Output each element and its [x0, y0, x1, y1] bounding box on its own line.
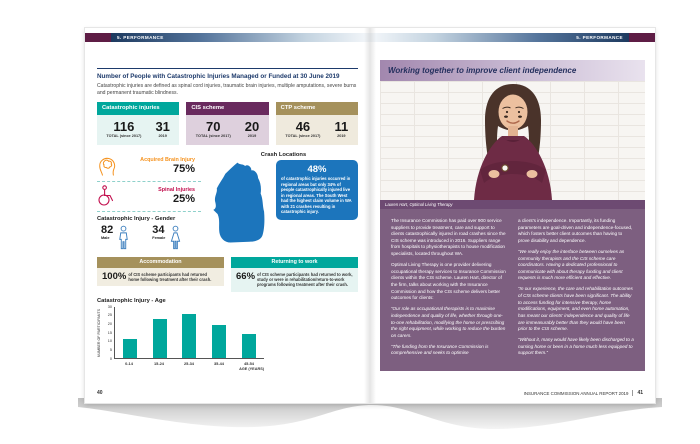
injury-stats-section	[97, 152, 358, 251]
scheme-cards	[97, 102, 358, 145]
accommodation-box	[97, 257, 224, 292]
bar-age-25-34	[182, 314, 196, 358]
age-chart-plot	[114, 307, 264, 359]
regional-callout	[276, 160, 358, 220]
person-illustration	[438, 82, 588, 200]
article-paragraph: “We really enjoy the interface between ourselves as community therapists and the CIS scheme care coordinators. Having a dedicated professional to communicate with about therapy funding and client requests is much more efficient and effective.	[518, 248, 625, 281]
y-tick-label: 0	[109, 356, 112, 361]
brain-injury-row	[97, 152, 201, 182]
right-page-number: 41	[632, 390, 643, 396]
section-label: 5. PERFORMANCE	[117, 35, 164, 40]
article-paragraph: “The funding from the Insurance Commission is comprehensive and seeks to optimise	[391, 343, 489, 356]
card-heading: CIS scheme	[186, 102, 268, 115]
x-tick-label: 25-34	[184, 360, 194, 366]
y-tick-label: 20	[107, 322, 112, 327]
x-tick-label: 15-24	[154, 360, 164, 366]
box-value: 66%	[236, 270, 256, 282]
left-page-content	[97, 68, 358, 371]
y-tick-label: 15	[107, 330, 112, 335]
x-tick-label: 45-54	[244, 360, 254, 366]
infographic-description: Catastrophic injuries are defined as spinal cord injuries, traumatic brain injuries, multiple amputations, severe burns and permanent traumatic blindness.	[97, 83, 357, 96]
card-cis-scheme	[186, 102, 268, 145]
box-heading: Returning to work	[231, 257, 358, 268]
year-stat: 11 2019	[334, 118, 349, 139]
article-column-right	[518, 218, 634, 362]
age-chart-xlabel: AGE (YEARS)	[239, 366, 264, 371]
year-stat: 31 2019	[155, 118, 170, 139]
box-text: of CIS scheme participants had returned to work, study or were in rehabilitation/return-to-work programs following treatment after their crash.	[257, 271, 353, 288]
article-paragraph: “Without it, many would have likely been discharged to a nursing home or been in a home much less equipped to support them.”	[518, 337, 634, 356]
female-icon	[169, 225, 182, 251]
left-page	[85, 28, 370, 403]
outcome-boxes	[97, 257, 358, 292]
section-bar	[111, 33, 370, 42]
box-text: of CIS scheme participants had returned home following treatment after their crash.	[128, 271, 212, 283]
article-paragraph: Optimal Living Therapy is one provider delivering occupational therapy services to Insurance Commission clients within the CIS scheme. Lauren Hart, director of the firm, talks about working with the Insurance Commission and how the CIS scheme delivers better outcomes for clients:	[391, 262, 506, 301]
article-paragraph: a client's independence. Importantly, its funding parameters are goal-driven and independence-focused, which fosters better client outcomes than having to prove disability and dependence.	[518, 218, 633, 243]
brain-icon	[97, 155, 117, 177]
injury-type-label: Spinal Injuries	[158, 186, 195, 193]
year-stat: 20 2019	[244, 118, 260, 139]
card-heading: Catastrophic injuries	[97, 102, 179, 115]
spinal-injury-row	[97, 182, 201, 212]
age-chart-xlabels	[114, 361, 264, 366]
female-stat: 34 Female	[152, 225, 182, 251]
box-value: 100%	[102, 270, 127, 282]
article	[380, 60, 645, 371]
left-page-header	[85, 33, 370, 42]
right-page-footer	[524, 390, 643, 396]
report-spread	[85, 28, 655, 403]
crash-locations-section	[209, 152, 358, 251]
article-column-left	[391, 218, 507, 362]
box-heading: Accommodation	[97, 257, 224, 268]
injury-type-value: 25%	[172, 192, 195, 205]
y-tick-label: 5	[109, 348, 112, 353]
callout-text: of catastrophic injuries occurred in regional areas but only 34% of people catastrophically injured live in regional areas. The South West had the highest claim volume in WA with 21 crashes resulting in catastrophic injury.	[281, 176, 352, 215]
injury-type-value: 75%	[172, 162, 195, 175]
male-stat: 82 Male	[101, 225, 130, 251]
injury-type-label: Acquired Brain Injury	[140, 156, 195, 163]
western-australia-map	[209, 160, 271, 246]
gender-stats	[97, 225, 201, 251]
infographic-title: Number of People with Catastrophic Injuries Managed or Funded at 30 June 2019	[97, 68, 358, 80]
returning-to-work-box	[231, 257, 358, 292]
article-paragraph: The Insurance Commission has paid over 900 service suppliers to provide treatment, care and support to clients catastrophically injured in road crashes since the CIS scheme was introduced in 2016. Suppliers range from hospitals to physiotherapists to house modification specialists, located throughout WA.	[391, 218, 506, 257]
y-tick-label: 25	[107, 313, 112, 318]
bar-age-45-54	[242, 334, 256, 358]
bar-age-0-14	[123, 339, 137, 358]
left-page-number: 40	[97, 390, 103, 396]
right-page-header	[370, 33, 655, 42]
crash-locations-heading: Crash Locations	[260, 151, 307, 158]
section-label: 5. PERFORMANCE	[576, 35, 623, 40]
photo-caption: Lauren Hart, Optimal Living Therapy	[380, 200, 645, 209]
section-bar	[370, 33, 629, 42]
article-paragraph: “Our role as occupational therapists is to maximise independence and quality of life, whether through one-to-one rehabilitation, modifying the home or prescribing the right equipment, while working to reduce the burden on carers.	[391, 306, 506, 338]
gender-heading: Catastrophic Injury - Gender	[97, 215, 176, 222]
bar-age-35-44	[212, 325, 226, 357]
right-page	[370, 28, 655, 403]
article-title: Working together to improve client independence	[380, 60, 645, 81]
age-chart-yticks	[104, 304, 114, 361]
card-catastrophic-injuries	[97, 102, 179, 145]
total-stat: 46 TOTAL (since 2017)	[285, 118, 321, 139]
y-tick-label: 30	[107, 304, 112, 309]
card-ctp-scheme	[276, 102, 358, 145]
x-tick-label: 0-14	[125, 360, 133, 366]
bar-age-15-24	[153, 319, 167, 358]
age-chart-title: Catastrophic Injury - Age	[97, 297, 166, 304]
page-curl-shadow	[78, 398, 662, 438]
callout-value: 48%	[307, 163, 327, 175]
article-paragraph: “In our experience, the care and rehabilitation outcomes of CIS scheme clients have been significant. The ability to access funding for intensive therapy, home modifications, equipment, and even home automation, has meant our clients' independence and quality of life are immeasurably better than they would have been prior to the CIS scheme.	[518, 286, 633, 332]
age-chart	[97, 298, 358, 371]
header-accent-block	[85, 33, 111, 42]
male-icon	[117, 225, 130, 251]
article-body	[380, 209, 645, 371]
footer-label: INSURANCE COMMISSION ANNUAL REPORT 2019	[523, 390, 629, 396]
photo-lauren-hart	[380, 81, 645, 209]
header-accent-block	[629, 33, 655, 42]
age-chart-ylabel: NUMBER OF PARTICIPANTS	[97, 308, 101, 357]
total-stat: 116 TOTAL (since 2017)	[106, 118, 142, 139]
x-tick-label: 35-44	[214, 360, 224, 366]
total-stat: 70 TOTAL (since 2017)	[195, 118, 231, 139]
wheelchair-icon	[97, 185, 115, 207]
y-tick-label: 10	[107, 339, 112, 344]
card-heading: CTP scheme	[276, 102, 358, 115]
